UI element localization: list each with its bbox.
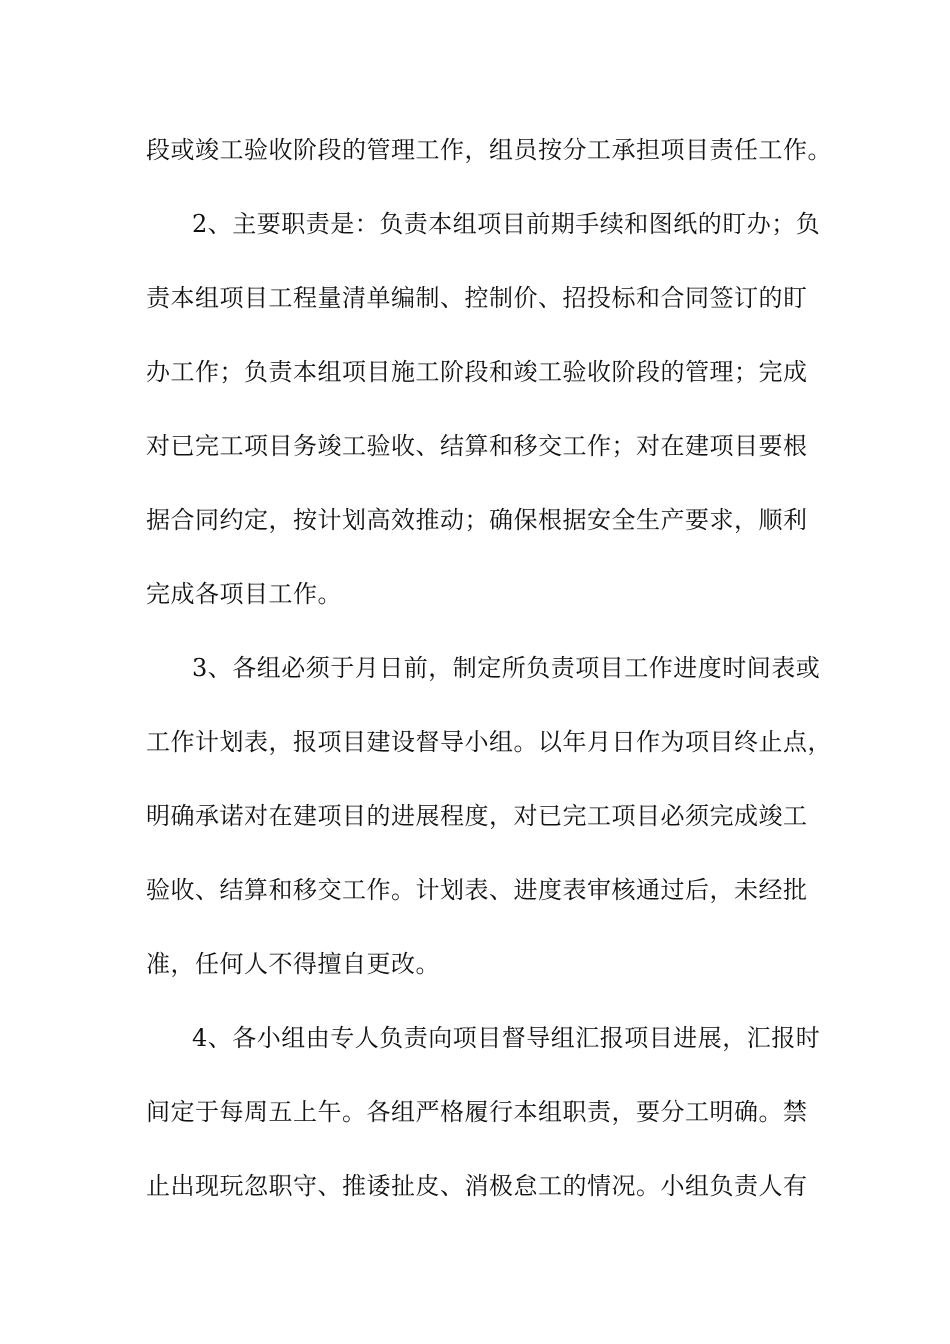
text-line: 办工作；负责本组项目施工阶段和竣工验收阶段的管理；完成 [146,358,808,386]
text-line: 工作计划表，报项目建设督导小组。以年月日作为项目终止点， [146,728,832,756]
text-line: 准，任何人不得擅自更改。 [146,950,440,978]
text-line: 对已完工项目务竣工验收、结算和移交工作；对在建项目要根 [146,432,808,460]
text-line: 责本组项目工程量清单编制、控制价、招投标和合同签订的盯 [146,284,808,312]
text-line: 完成各项目工作。 [146,580,342,608]
text-line: 明确承诺对在建项目的进展程度，对已完工项目必须完成竣工 [146,802,808,830]
text-line: 4、各小组由专人负责向项目督导组汇报项目进展，汇报时 [192,1024,821,1052]
text-line: 间定于每周五上午。各组严格履行本组职责，要分工明确。禁 [146,1098,808,1126]
text-line: 3、各组必须于月日前，制定所负责项目工作进度时间表或 [192,654,821,682]
text-line: 据合同约定，按计划高效推动；确保根据安全生产要求，顺利 [146,506,808,534]
text-line: 段或竣工验收阶段的管理工作，组员按分工承担项目责任工作。 [146,136,832,164]
text-line: 止出现玩忽职守、推诿扯皮、消极怠工的情况。小组负责人有 [146,1172,808,1200]
text-line: 验收、结算和移交工作。计划表、进度表审核通过后，未经批 [146,876,808,904]
text-line: 2、主要职责是：负责本组项目前期手续和图纸的盯办；负 [192,210,821,238]
